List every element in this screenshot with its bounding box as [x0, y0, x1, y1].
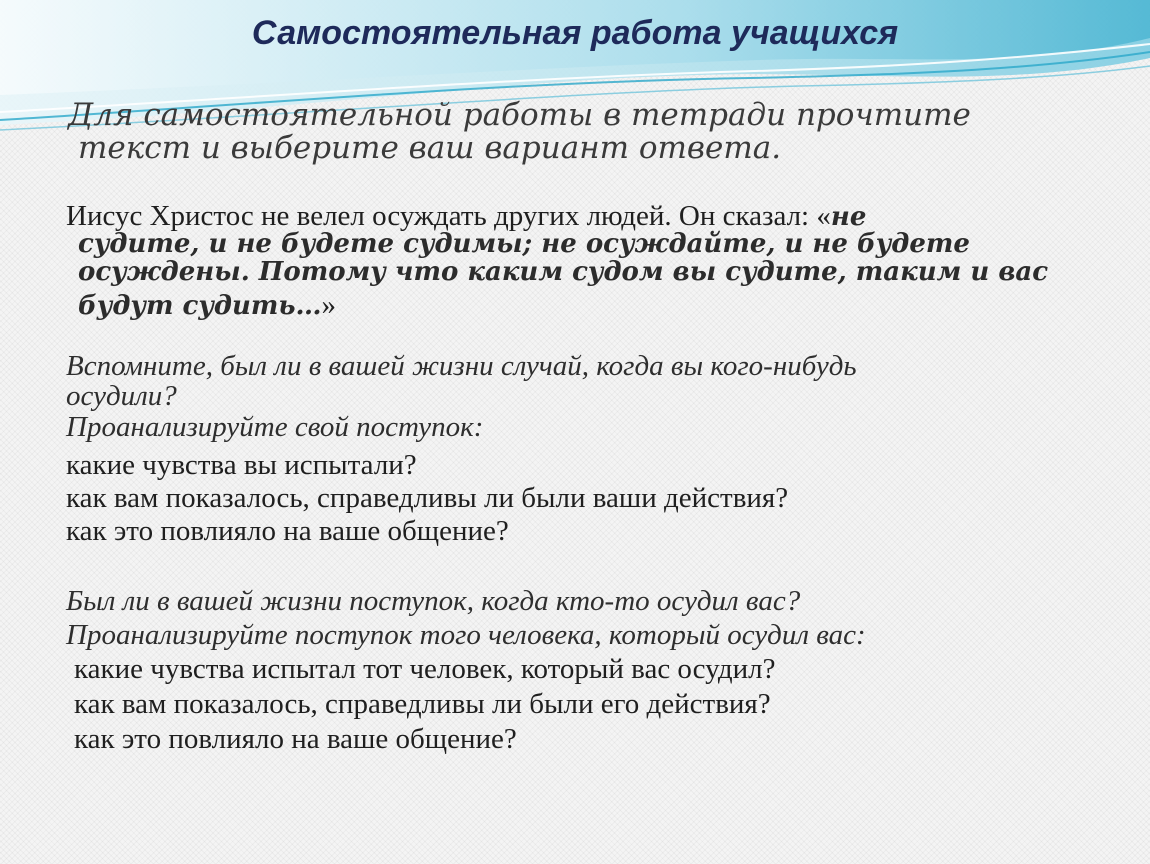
question-1-analyze: Проанализируйте свой поступок: — [66, 411, 484, 443]
question-1-line-2: осудили? — [66, 380, 177, 412]
question-1-line-1: Вспомните, был ли в вашей жизни случай, когда вы кого-нибудь — [66, 350, 857, 382]
quote-line-4 — [78, 287, 336, 321]
question-1-item-2: как вам показалось, справедливы ли были ваши действия? — [66, 482, 789, 514]
question-2-line-1: Был ли в вашей жизни поступок, когда кто-то осудил вас? — [66, 585, 801, 617]
question-2-item-2: как вам показалось, справедливы ли были его действия? — [74, 688, 771, 720]
quote-close: » — [321, 289, 337, 321]
quote-line-3: осуждены. Потому что каким судом вы судите, таким и вас — [78, 257, 1049, 287]
instruction-line-1: Для самостоятельной работы в тетради прочтите — [68, 97, 971, 133]
quote-intro: Иисус Христос не велел осуждать других людей. Он сказал: « — [66, 200, 831, 232]
slide-title: Самостоятельная работа учащихся — [251, 14, 899, 52]
question-2-item-3: как это повлияло на ваше общение? — [74, 723, 517, 755]
instruction-line-2: текст и выберите ваш вариант ответа. — [78, 130, 782, 166]
question-1-item-1: какие чувства вы испытали? — [66, 449, 417, 481]
quote-line-2: судите, и не будете судимы; не осуждайте, и не будете — [78, 229, 970, 259]
quote-word: не — [830, 202, 867, 232]
quote-line-4-text: будут судить… — [78, 291, 322, 321]
question-1-item-3: как это повлияло на ваше общение? — [66, 515, 509, 547]
question-2-analyze: Проанализируйте поступок того человека, который осудил вас: — [66, 619, 866, 651]
question-2-item-1: какие чувства испытал тот человек, который вас осудил? — [74, 653, 776, 685]
quote-intro-line — [66, 200, 866, 232]
